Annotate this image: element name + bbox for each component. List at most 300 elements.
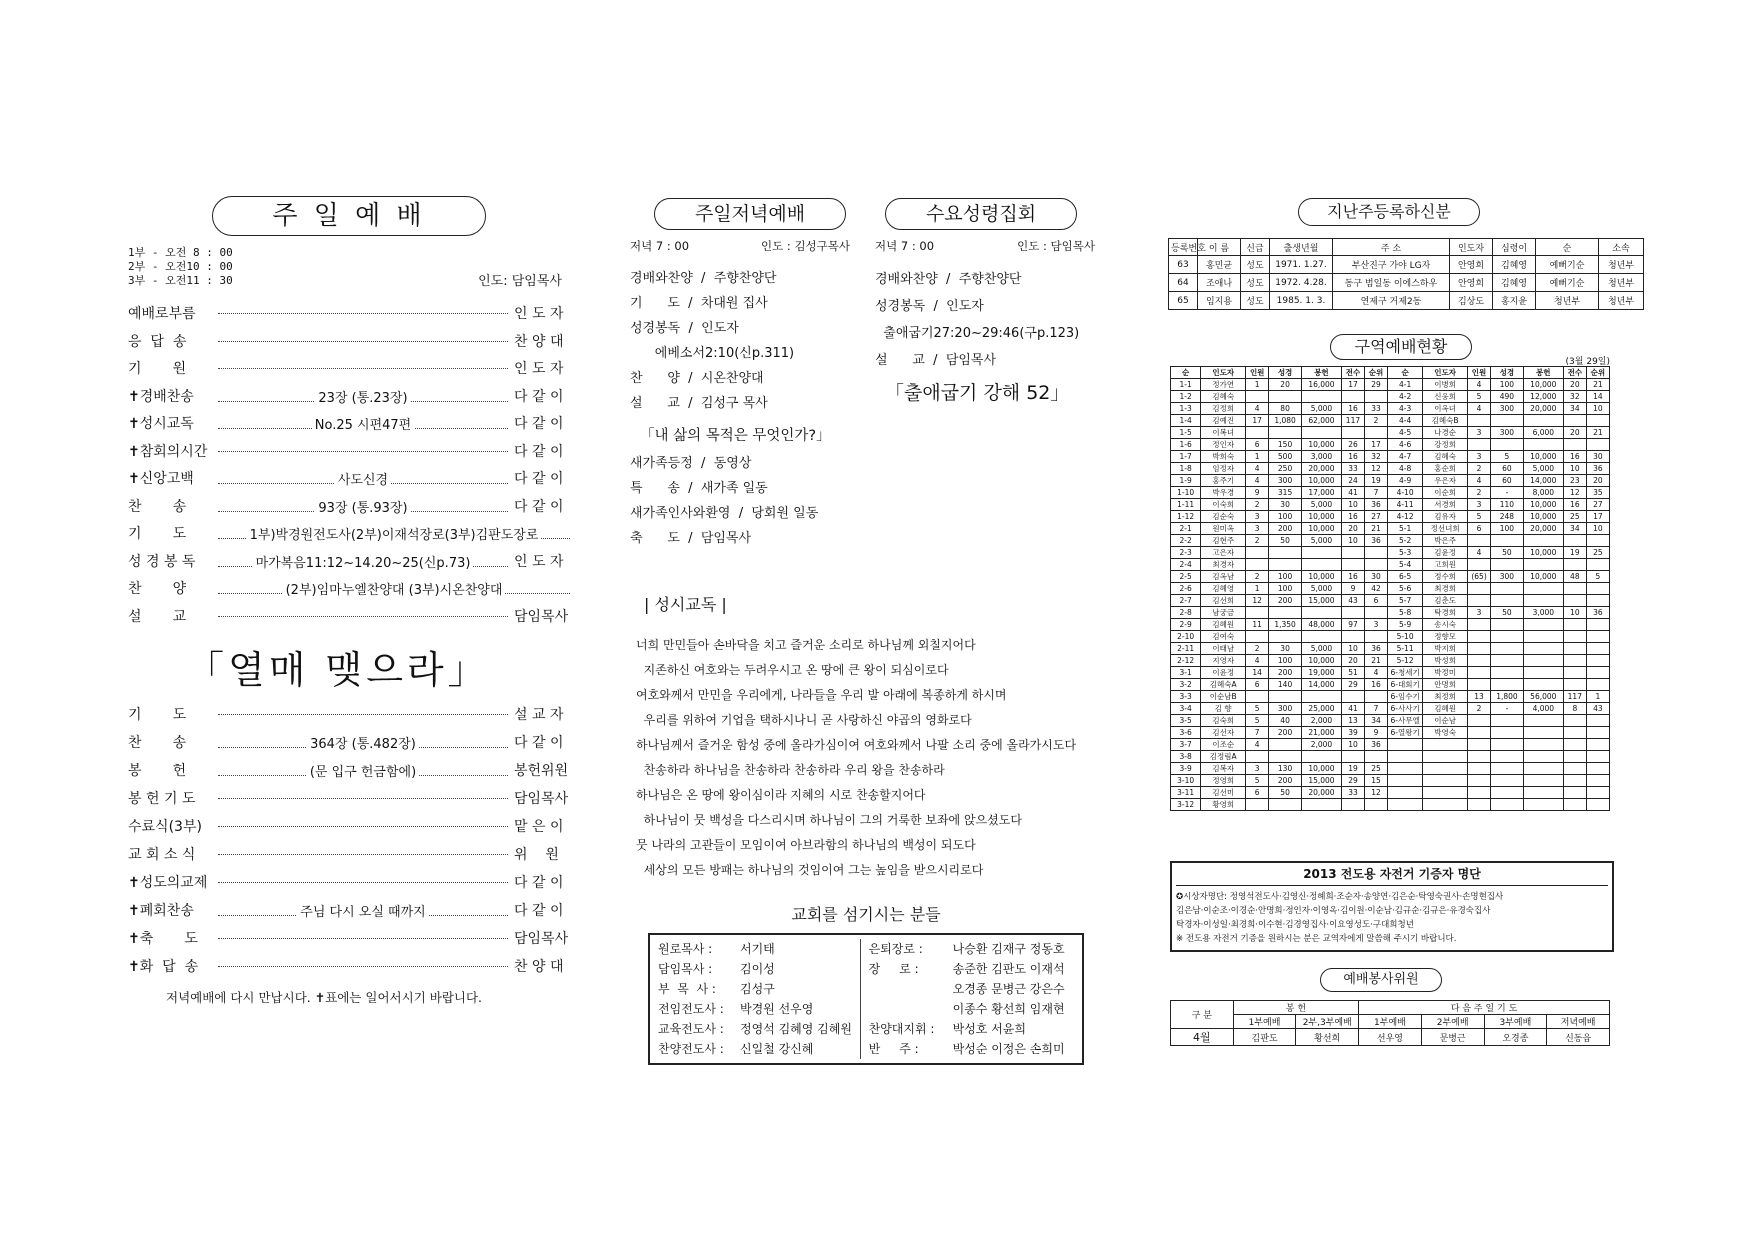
responsive-text <box>636 633 1116 883</box>
table-cell: 17 <box>1341 379 1364 391</box>
table-cell: 4-7 <box>1388 451 1423 463</box>
table-cell: 300 <box>1269 475 1302 487</box>
servants-box <box>648 902 1084 1065</box>
table-cell <box>1388 739 1423 751</box>
servant-names: 김성구 <box>740 982 775 996</box>
duty-header-offering: 봉 헌 <box>1233 1001 1358 1015</box>
table-cell <box>1491 715 1524 727</box>
leader-dots <box>218 464 508 488</box>
table-row <box>1171 475 1610 487</box>
servant-row <box>658 959 854 979</box>
servant-row <box>658 999 854 1019</box>
table-cell: 청년부 <box>1599 256 1644 274</box>
table-cell: 5-1 <box>1388 523 1423 535</box>
column-header: 신급 <box>1241 239 1270 256</box>
table-cell: 탁경희 <box>1423 607 1468 619</box>
district-date: (3월 29일) <box>1565 357 1610 367</box>
table-cell: 300 <box>1491 571 1524 583</box>
table-cell <box>1468 631 1491 643</box>
table-cell: 안영희 <box>1450 256 1493 274</box>
worship-item-role: 다 같 이 <box>514 416 564 432</box>
table-cell <box>1301 751 1341 763</box>
table-cell: 60 <box>1491 463 1524 475</box>
worship-item-label: 교 회 소 식 <box>128 847 196 863</box>
table-cell: 51 <box>1341 667 1364 679</box>
table-cell <box>1523 787 1563 799</box>
table-row <box>1171 487 1610 499</box>
table-cell: 3-4 <box>1171 703 1201 715</box>
table-cell: 3-1 <box>1171 667 1201 679</box>
table-cell: 2 <box>1468 463 1491 475</box>
leader-dots <box>218 854 508 855</box>
table-cell <box>1563 655 1586 667</box>
table-cell: 56,000 <box>1523 691 1563 703</box>
table-cell <box>1468 583 1491 595</box>
table-cell <box>1563 775 1586 787</box>
table-cell <box>1523 559 1563 571</box>
servant-row <box>869 1019 1074 1039</box>
newcomers-section <box>1168 198 1635 310</box>
evening-line: 새가족등정 / 동영상 <box>630 456 752 471</box>
table-cell: 이숙희 <box>1201 499 1246 511</box>
table-cell <box>1341 427 1364 439</box>
table-row <box>1171 451 1610 463</box>
table-cell <box>1586 667 1609 679</box>
table-cell: 30 <box>1586 451 1609 463</box>
table-cell: 1-9 <box>1171 475 1201 487</box>
table-cell: 12 <box>1364 787 1387 799</box>
table-cell: 6-청세기 <box>1388 667 1423 679</box>
table-cell: 40 <box>1269 715 1302 727</box>
table-row <box>1171 751 1610 763</box>
worship-item <box>128 844 576 872</box>
worship-item-label: 찬 양 <box>128 581 187 597</box>
table-cell <box>1586 739 1609 751</box>
servant-role: 찬양대지휘 : <box>868 1022 935 1036</box>
leader-dots <box>218 756 508 780</box>
table-cell <box>1301 391 1341 403</box>
table-cell <box>1468 415 1491 427</box>
table-cell <box>1563 751 1586 763</box>
table-cell: 정향모 <box>1423 631 1468 643</box>
table-cell: 김혜원 <box>1201 619 1246 631</box>
duty-title: 예배봉사위원 <box>1320 968 1442 992</box>
worship-item <box>128 606 576 634</box>
responsive-line: 하나님은 온 땅에 왕이심이라 지혜의 시로 찬송할지어다 <box>636 788 926 802</box>
table-cell: 2 <box>1364 415 1387 427</box>
table-cell: 박은주 <box>1423 535 1468 547</box>
table-row <box>1171 547 1610 559</box>
table-cell <box>1301 547 1341 559</box>
worship-item-label: ✝경배찬송 <box>128 388 194 405</box>
table-cell <box>1563 739 1586 751</box>
responsive-line: 너희 만민들아 손바닥을 치고 즐거운 소리로 하나님께 외칠지어다 <box>636 638 976 652</box>
servant-row <box>869 939 1074 959</box>
duty-sub-header: 3부예배 <box>1484 1015 1547 1029</box>
table-cell <box>1246 691 1269 703</box>
table-header-row <box>1171 367 1610 379</box>
table-cell: 2-8 <box>1171 607 1201 619</box>
wednesday-line: 출애굽기27:20~29:46(구p.123) <box>875 326 1080 341</box>
servant-role: 교육전도사 : <box>658 1022 724 1036</box>
worship-item <box>128 956 576 984</box>
table-cell <box>1523 415 1563 427</box>
worship-item-role: 담임목사 <box>514 791 569 807</box>
table-cell: 2,000 <box>1301 715 1341 727</box>
table-row <box>1171 703 1610 715</box>
table-cell: 김현주 <box>1201 535 1246 547</box>
table-cell: 9 <box>1364 727 1387 739</box>
servant-role: 원로목사 : <box>658 942 713 956</box>
table-cell: 송시숙 <box>1423 619 1468 631</box>
table-cell: 5-9 <box>1388 619 1423 631</box>
worship-item-label: ✝폐회찬송 <box>128 903 194 919</box>
table-cell: 10,000 <box>1301 655 1341 667</box>
servant-names: 김이성 <box>740 962 775 976</box>
district-title: 구역예배현황 <box>1330 334 1472 360</box>
table-cell: 43 <box>1586 703 1609 715</box>
table-cell: 20 <box>1341 523 1364 535</box>
table-cell <box>1269 691 1302 703</box>
table-header-row <box>1169 239 1644 256</box>
table-cell: 15,000 <box>1301 595 1341 607</box>
table-cell: 4-10 <box>1388 487 1423 499</box>
table-cell <box>1523 439 1563 451</box>
table-cell: 33 <box>1341 463 1364 475</box>
table-cell <box>1423 739 1468 751</box>
evening-line: 찬 양 / 시온찬양대 <box>630 371 764 386</box>
table-cell <box>1586 439 1609 451</box>
donation-line: 김은남·이순조·이경순·안명희·정인자·이영옥·김이원·이순남·김규순·김규은·유경숙집사 <box>1176 906 1491 916</box>
table-cell: 김선자 <box>1201 727 1246 739</box>
table-cell: 2 <box>1246 571 1269 583</box>
table-cell: 안영희 <box>1450 274 1493 292</box>
leader-dots <box>218 341 508 342</box>
servant-row <box>658 1019 854 1039</box>
table-cell: 3-2 <box>1171 679 1201 691</box>
servants-left <box>658 939 861 1059</box>
worship-item-label: 봉 헌 기 도 <box>128 791 196 807</box>
table-cell: 박영숙 <box>1423 727 1468 739</box>
worship-item-label: ✝축 도 <box>128 931 198 947</box>
table-cell: 이윤정 <box>1201 667 1246 679</box>
worship-item-role: 다 같 이 <box>514 498 564 515</box>
table-cell <box>1586 583 1609 595</box>
table-cell: 김혜숙B <box>1423 415 1468 427</box>
column-header: 인원 <box>1246 367 1269 379</box>
evening-line: 기 도 / 차대원 집사 <box>630 296 768 311</box>
servants-title: 교회를 섬기시는 분들 <box>791 905 941 924</box>
table-cell <box>1269 427 1302 439</box>
column-header: 인도자 <box>1201 367 1246 379</box>
responsive-reading <box>636 592 1116 883</box>
worship-item-role: 다 같 이 <box>514 443 564 460</box>
table-cell <box>1586 715 1609 727</box>
table-cell <box>1563 583 1586 595</box>
table-cell <box>1246 547 1269 559</box>
table-row <box>1169 256 1644 274</box>
table-cell: 김옥남 <box>1201 571 1246 583</box>
table-cell: 조애나 <box>1198 274 1241 292</box>
table-cell <box>1586 763 1609 775</box>
table-cell: 2-3 <box>1171 547 1201 559</box>
table-cell: 20 <box>1563 379 1586 391</box>
column-header: 인원 <box>1468 367 1491 379</box>
table-cell <box>1563 535 1586 547</box>
table-cell: 3-7 <box>1171 739 1201 751</box>
table-cell: 김정희 <box>1201 403 1246 415</box>
table-cell: 예뻐기순 <box>1536 256 1599 274</box>
worship-item-role: 인 도 자 <box>514 306 564 322</box>
donation-title: 2013 전도용 자전거 기증자 명단 <box>1176 867 1608 886</box>
table-cell: 16 <box>1364 679 1387 691</box>
worship-item <box>128 331 576 359</box>
table-cell: 16 <box>1563 451 1586 463</box>
table-cell: 21 <box>1586 427 1609 439</box>
worship-item-role: 설 교 자 <box>514 707 564 723</box>
table-cell <box>1246 799 1269 811</box>
table-cell: 김혜숙 <box>1423 451 1468 463</box>
table-row <box>1171 427 1610 439</box>
table-cell: 1 <box>1246 451 1269 463</box>
table-cell <box>1523 583 1563 595</box>
table-cell: 정가연 <box>1201 379 1246 391</box>
table-cell: 19 <box>1563 547 1586 559</box>
table-cell: 5 <box>1468 391 1491 403</box>
worship-item <box>128 760 576 788</box>
table-cell: 20 <box>1341 655 1364 667</box>
table-cell <box>1523 739 1563 751</box>
table-cell <box>1586 679 1609 691</box>
worship-item-label: 기 원 <box>128 361 187 377</box>
table-cell: 2-6 <box>1171 583 1201 595</box>
table-cell <box>1491 415 1524 427</box>
servant-names: 정영석 김혜영 김혜원 <box>740 1022 852 1036</box>
district-table <box>1170 366 1610 811</box>
table-cell: 김 향 <box>1201 703 1246 715</box>
table-cell: 16,000 <box>1301 379 1341 391</box>
table-cell: 36 <box>1364 643 1387 655</box>
table-cell: 부산진구 가야 LG자 <box>1333 256 1450 274</box>
leader-dots <box>218 728 508 752</box>
table-cell: 16 <box>1341 403 1364 415</box>
table-cell: 200 <box>1269 727 1302 739</box>
table-cell: 5 <box>1491 451 1524 463</box>
table-row <box>1171 775 1610 787</box>
table-cell: 6-열왕기 <box>1388 727 1423 739</box>
table-cell <box>1586 727 1609 739</box>
table-cell <box>1586 787 1609 799</box>
table-cell <box>1563 631 1586 643</box>
table-row <box>1169 274 1644 292</box>
table-cell: 10,000 <box>1523 547 1563 559</box>
leader-dots <box>218 714 508 715</box>
table-cell: 4-3 <box>1388 403 1423 415</box>
table-cell <box>1491 439 1524 451</box>
table-cell: 2 <box>1468 703 1491 715</box>
duty-header-prayer: 다 음 주 일 기 도 <box>1359 1001 1610 1015</box>
table-cell: 4 <box>1246 463 1269 475</box>
table-cell <box>1423 763 1468 775</box>
table-cell: 12 <box>1364 463 1387 475</box>
table-cell: 11 <box>1246 619 1269 631</box>
wednesday-service <box>875 198 1095 405</box>
table-cell: 2-4 <box>1171 559 1201 571</box>
table-cell: 60 <box>1491 475 1524 487</box>
table-cell: 17 <box>1246 415 1269 427</box>
table-cell: 2 <box>1246 499 1269 511</box>
table-cell <box>1523 775 1563 787</box>
table-cell <box>1586 631 1609 643</box>
worship-item-detail: (2부)임마누엘찬양대 (3부)시온찬양대 <box>283 579 506 598</box>
table-cell <box>1523 751 1563 763</box>
table-cell <box>1468 643 1491 655</box>
table-cell: 4-12 <box>1388 511 1423 523</box>
table-cell: 17 <box>1364 439 1387 451</box>
table-cell <box>1563 727 1586 739</box>
table-cell: 이옥녀 <box>1423 403 1468 415</box>
table-cell: 3 <box>1246 763 1269 775</box>
table-cell: 20,000 <box>1523 403 1563 415</box>
table-cell: 35 <box>1586 487 1609 499</box>
table-cell <box>1491 751 1524 763</box>
table-cell: 김유자 <box>1423 511 1468 523</box>
table-row <box>1171 787 1610 799</box>
table-cell: 34 <box>1364 715 1387 727</box>
table-cell: 3-3 <box>1171 691 1201 703</box>
servant-role: 장 로 : <box>868 962 919 976</box>
worship-item-role: 인 도 자 <box>514 361 564 377</box>
table-cell: 10,000 <box>1301 763 1341 775</box>
leader-dots <box>218 896 508 920</box>
table-cell <box>1301 631 1341 643</box>
servant-names: 박경원 선우영 <box>740 1002 814 1016</box>
servant-row <box>658 1039 854 1059</box>
table-row <box>1171 799 1610 811</box>
table-cell: 김선미 <box>1201 787 1246 799</box>
table-cell: 김숙희 <box>1201 715 1246 727</box>
table-cell: 2 <box>1246 535 1269 547</box>
table-cell: 300 <box>1491 427 1524 439</box>
table-cell: 20,000 <box>1523 523 1563 535</box>
table-cell: 8,000 <box>1523 487 1563 499</box>
newcomers-table <box>1168 238 1644 310</box>
table-cell: 2-5 <box>1171 571 1201 583</box>
table-row <box>1171 403 1610 415</box>
worship-item-role: 다 같 이 <box>514 388 564 405</box>
table-cell <box>1586 799 1609 811</box>
table-cell: 9 <box>1341 583 1364 595</box>
table-cell: 27 <box>1364 511 1387 523</box>
table-cell: 29 <box>1364 379 1387 391</box>
table-cell: 김혜원 <box>1423 703 1468 715</box>
column-header: 인도자 <box>1423 367 1468 379</box>
wednesday-leader: 인도 : 담임목사 <box>1017 239 1095 253</box>
table-row <box>1171 559 1610 571</box>
table-cell <box>1269 391 1302 403</box>
table-cell: 20 <box>1563 427 1586 439</box>
table-cell: 3-5 <box>1171 715 1201 727</box>
responsive-line: 세상의 모든 방패는 하나님의 것임이여 그는 높임을 받으시리로다 <box>636 863 984 877</box>
table-cell <box>1563 667 1586 679</box>
table-cell: 97 <box>1341 619 1364 631</box>
table-cell <box>1523 763 1563 775</box>
worship-item-label: ✝화 답 송 <box>128 959 199 975</box>
table-cell: 최경자 <box>1201 559 1246 571</box>
table-cell: 36 <box>1586 607 1609 619</box>
table-cell: 박정미 <box>1423 667 1468 679</box>
table-cell: 48 <box>1563 571 1586 583</box>
table-cell: 5 <box>1246 775 1269 787</box>
worship-item-role: 찬 양 대 <box>514 959 564 975</box>
table-cell <box>1388 787 1423 799</box>
table-cell: 5,000 <box>1301 499 1341 511</box>
table-cell: 4-6 <box>1388 439 1423 451</box>
table-cell: 26 <box>1341 439 1364 451</box>
table-cell: 6 <box>1246 679 1269 691</box>
table-cell: 정선녀희 <box>1423 523 1468 535</box>
table-cell: 남궁금 <box>1201 607 1246 619</box>
table-cell <box>1423 775 1468 787</box>
table-cell: 42 <box>1364 583 1387 595</box>
table-cell: 315 <box>1269 487 1302 499</box>
worship-item-role: 봉헌위원 <box>514 763 569 779</box>
worship-item-role: 다 같 이 <box>514 471 564 487</box>
worship-item-role: 다 같 이 <box>514 875 564 891</box>
table-cell <box>1468 619 1491 631</box>
table-cell: 4 <box>1468 403 1491 415</box>
table-cell: 4-4 <box>1388 415 1423 427</box>
table-cell: 3-12 <box>1171 799 1201 811</box>
service-time-2: 2부 - 오전10 : 00 <box>128 260 233 273</box>
table-cell <box>1523 727 1563 739</box>
servant-row <box>869 1039 1074 1059</box>
table-cell <box>1491 559 1524 571</box>
table-cell: 50 <box>1491 607 1524 619</box>
worship-item-detail: 23장 (통.23장) <box>315 387 410 406</box>
table-cell: - <box>1491 703 1524 715</box>
table-cell: 10 <box>1586 403 1609 415</box>
table-cell <box>1523 643 1563 655</box>
worship-item-label: 찬 송 <box>128 498 187 515</box>
table-cell <box>1364 691 1387 703</box>
servant-role: 찬양전도사 : <box>658 1042 724 1056</box>
table-cell: 6 <box>1246 439 1269 451</box>
table-row <box>1171 523 1610 535</box>
leader-dots <box>218 574 570 598</box>
table-cell <box>1341 607 1364 619</box>
table-cell: 7 <box>1364 703 1387 715</box>
table-cell: 19 <box>1364 475 1387 487</box>
table-cell: 21,000 <box>1301 727 1341 739</box>
table-cell: 6-임수기 <box>1388 691 1423 703</box>
table-cell <box>1269 751 1302 763</box>
donation-text <box>1176 890 1608 946</box>
table-cell: 500 <box>1269 451 1302 463</box>
evening-order-2 <box>630 451 850 551</box>
table-cell <box>1388 763 1423 775</box>
wednesday-line: 설 교 / 담임목사 <box>875 353 997 368</box>
servant-role <box>869 999 953 1019</box>
table-cell <box>1246 391 1269 403</box>
servant-names: 신일철 강신혜 <box>740 1042 814 1056</box>
table-cell: 연제구 거제2동 <box>1333 292 1450 310</box>
table-cell: 1985. 1. 3. <box>1270 292 1333 310</box>
wednesday-title: 수요성령집회 <box>885 198 1077 230</box>
table-cell <box>1468 751 1491 763</box>
table-cell <box>1523 631 1563 643</box>
responsive-line: 하나님께서 즐거운 함성 중에 올라가심이여 여호와께서 나팔 소리 중에 올라가시도다 <box>636 738 1077 752</box>
